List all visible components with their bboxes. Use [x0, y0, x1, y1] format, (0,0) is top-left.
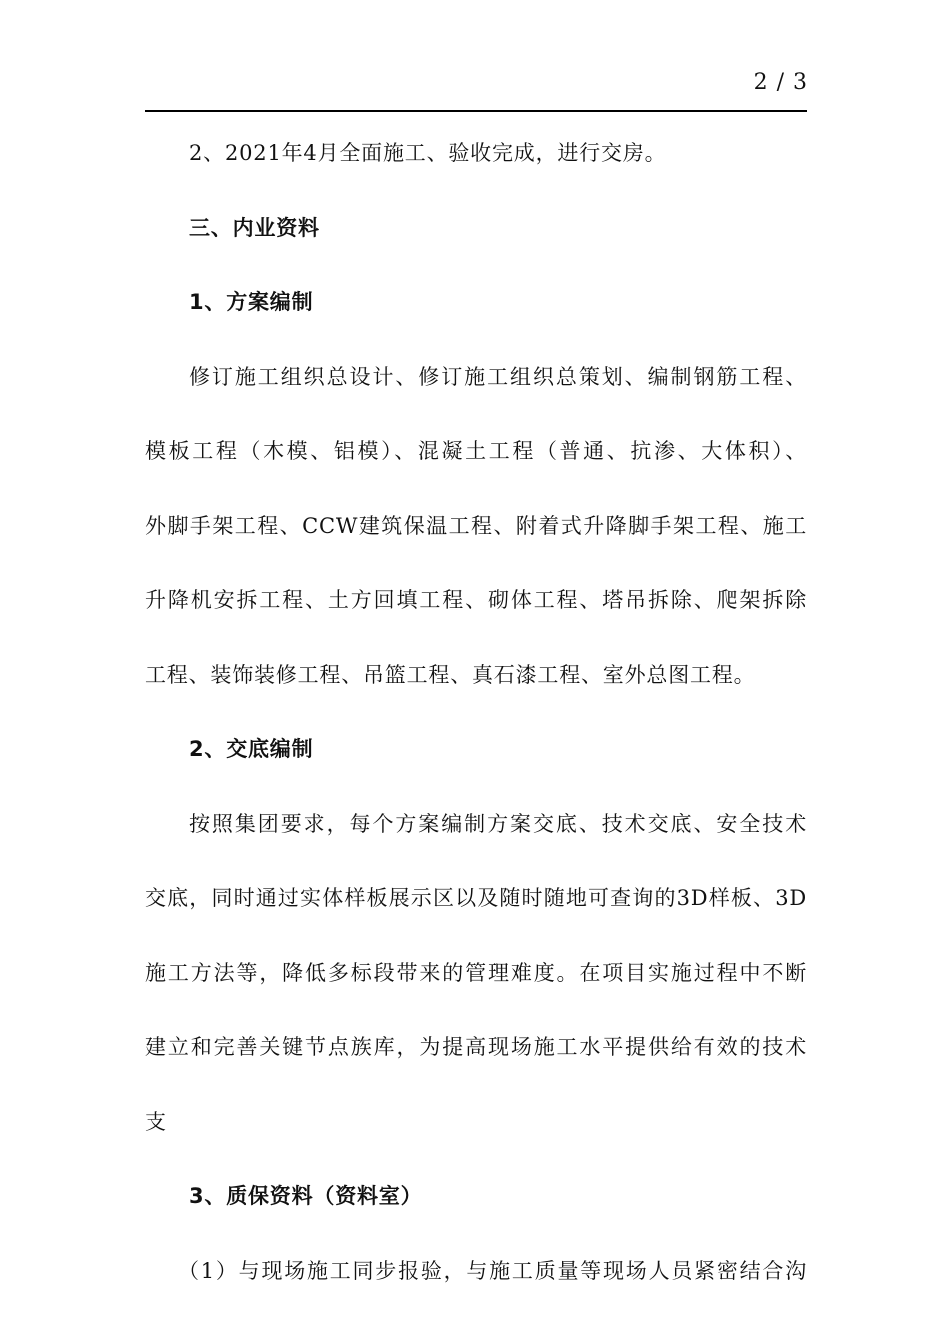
page-number: 2 / 3: [753, 70, 808, 95]
paragraph-line: 修订施工组织总设计、修订施工组织总策划、编制钢筋工程、: [189, 364, 807, 389]
paragraph-line: 建立和完善关键节点族库，为提高现场施工水平提供给有效的技术: [145, 1035, 807, 1059]
paragraph-line: 交底，同时通过实体样板展示区以及随时随地可查询的3D样板、3D: [145, 886, 807, 910]
paragraph-line: 升降机安拆工程、土方回填工程、砌体工程、塔吊拆除、爬架拆除: [145, 588, 807, 612]
paragraph-line: 施工方法等，降低多标段带来的管理难度。在项目实施过程中不断: [145, 960, 807, 985]
section-heading: 三、内业资料: [189, 215, 320, 240]
paragraph-line: 2、2021年4月全面施工、验收完成，进行交房。: [189, 141, 667, 165]
paragraph-line: 模板工程（木模、铝模）、混凝土工程（普通、抗渗、大体积）、: [145, 439, 807, 463]
subsection-heading: 2、交底编制: [189, 737, 314, 761]
document-body: [145, 120, 807, 1312]
paragraph-line: 按照集团要求，每个方案编制方案交底、技术交底、安全技术: [189, 811, 807, 836]
header-rule: [145, 110, 807, 112]
paragraph-line: 工程、装饰装修工程、吊篮工程、真石漆工程、室外总图工程。: [145, 662, 756, 687]
subsection-heading: 3、质保资料（资料室）: [189, 1184, 423, 1208]
paragraph-line: （1）与现场施工同步报验，与施工质量等现场人员紧密结合沟: [178, 1258, 807, 1283]
paragraph-line: 外脚手架工程、CCW建筑保温工程、附着式升降脚手架工程、施工: [145, 513, 807, 538]
subsection-heading: 1、方案编制: [189, 290, 314, 314]
paragraph-line: 支: [145, 1109, 167, 1134]
